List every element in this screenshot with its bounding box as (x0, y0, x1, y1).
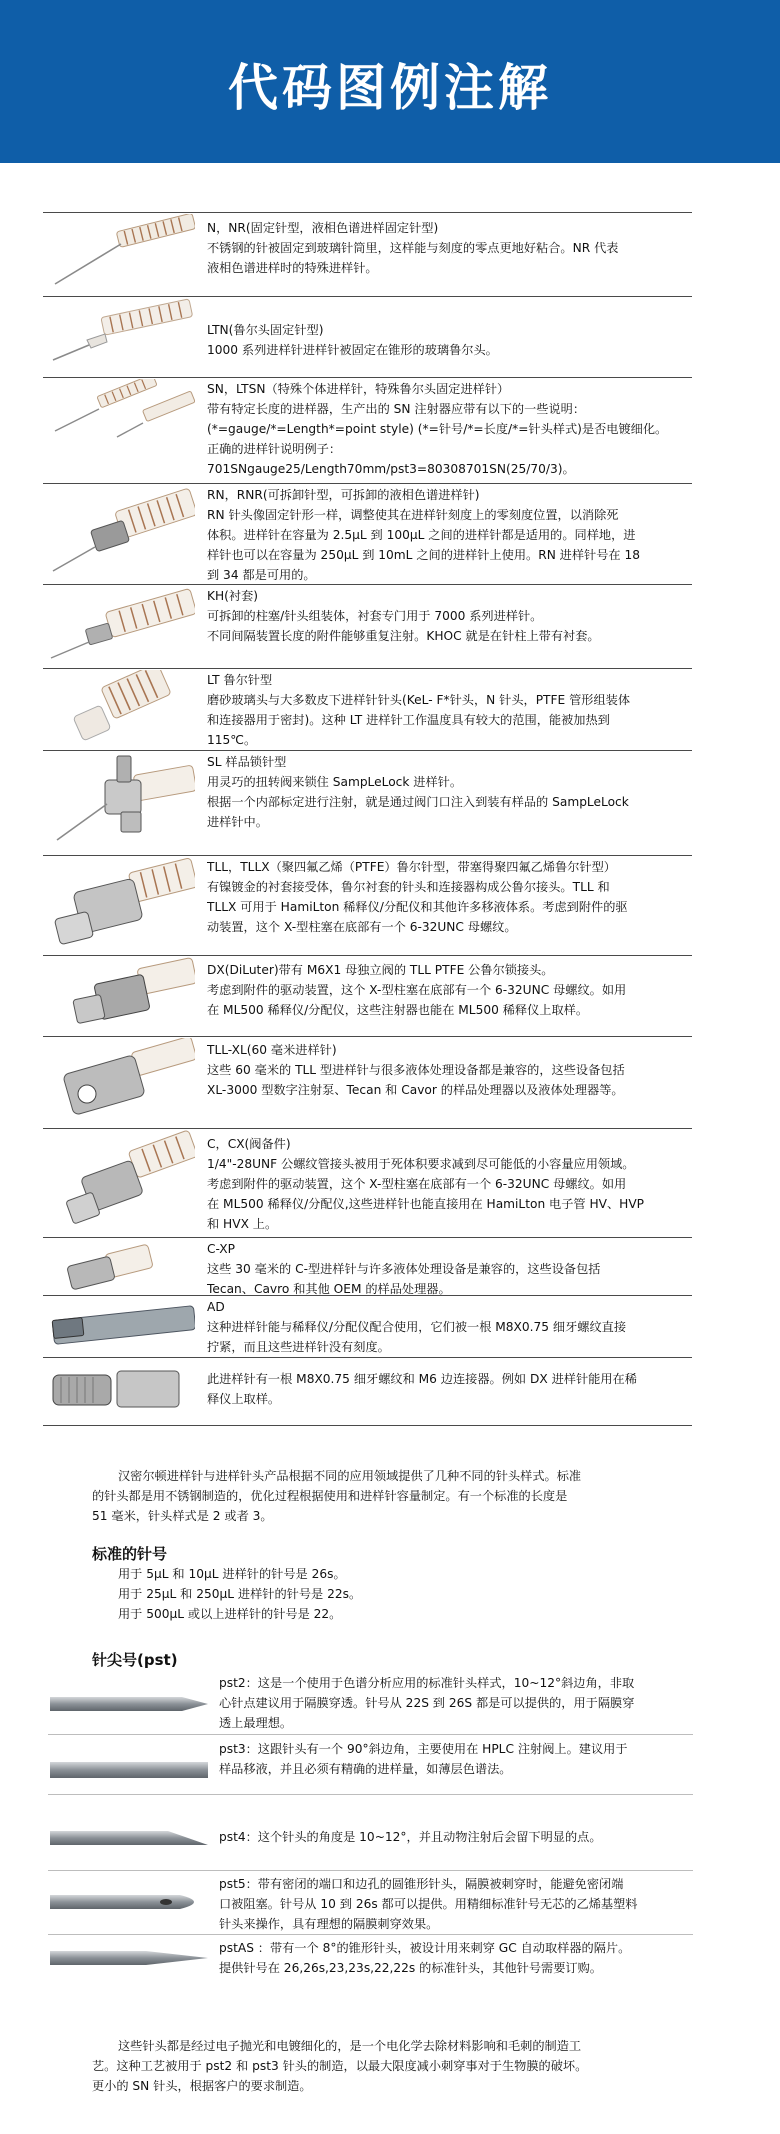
row-line: 可拆卸的柱塞/针头组装体，衬套专门用于 7000 系列进样针。 (207, 609, 543, 623)
closing-paragraph (92, 2036, 702, 2096)
row-line: 体积。进样针在容量为 2.5μL 到 100μL 之间的进样针都是适用的。同样地，进 (207, 528, 636, 542)
row-tll-xl (207, 1040, 692, 1100)
closing-line: 这些针头都是经过电子抛光和电镀细化的，是一个电化学去除材料影响和毛刺的制造工 (118, 2039, 582, 2053)
row-sl (207, 752, 692, 832)
row-divider (43, 955, 692, 956)
row-line: 拧紧，而且这些进样针没有刻度。 (207, 1340, 390, 1354)
tip-line: pst2：这是一个使用于色谱分析应用的标准针头样式，10~12°斜边角，非取 (219, 1676, 635, 1690)
row-line: (*=gauge/*=Length*=point style) (*=针号/*=长度/*=针头样式)是否电镀细化。 (207, 422, 668, 436)
tip-divider (48, 1934, 693, 1935)
row-line: AD (207, 1300, 225, 1314)
row-n (207, 218, 692, 278)
intro-line: 汉密尔顿进样针与进样针头产品根据不同的应用领域提供了几种不同的针头样式。标准 (118, 1469, 582, 1483)
row-line: 磨砂玻璃头与大多数皮下进样针针头(KeL- F*针头，N 针头，PTFE 管形组装体 (207, 693, 631, 707)
row-lt (207, 670, 692, 750)
needle-pstas-image (50, 1936, 208, 1980)
tip-pst5 (219, 1874, 695, 1934)
syringe-n-image (47, 214, 195, 294)
row-line: KH(衬套) (207, 589, 259, 603)
needle-pst3-image (50, 1748, 208, 1792)
syringe-dx-image (47, 957, 195, 1034)
row-line: N，NR(固定针型，液相色谱进样固定针型) (207, 221, 439, 235)
row-ltn (207, 320, 692, 360)
syringe-rn-image (47, 485, 195, 582)
row-rn (207, 485, 692, 585)
row-dx (207, 960, 692, 1020)
row-line: RN 针头像固定针形一样，调整使其在进样针刻度上的零刻度位置，以消除死 (207, 508, 619, 522)
needle-pst4-image (50, 1816, 208, 1860)
syringe-sn-image (47, 379, 195, 481)
row-divider (43, 377, 692, 378)
row-ad (207, 1297, 692, 1357)
syringe-c-xp-image (47, 1239, 195, 1293)
tip-pstas (219, 1938, 695, 1978)
gauge-list (118, 1564, 618, 1624)
syringe-ad-image (47, 1297, 195, 1355)
gauge-line: 用于 500μL 或以上进样针的针号是 22。 (118, 1607, 342, 1621)
tip-divider (48, 1734, 693, 1735)
tip-pst4 (219, 1827, 695, 1847)
row-line: 和 HVX 上。 (207, 1217, 278, 1231)
row-line: 这些 60 毫米的 TLL 型进样针与很多液体处理设备都是兼容的，这些设备包括 (207, 1063, 625, 1077)
intro-paragraph (92, 1466, 692, 1526)
tip-divider (48, 1870, 693, 1871)
tip-line: 提供针号在 26,26s,23,23s,22,22s 的标准针头，其他针号需要订购。 (219, 1961, 602, 1975)
row-line: 701SNgauge25/Length70mm/pst3=80308701SN(25/70/3)。 (207, 462, 575, 476)
syringe-m8-image (47, 1359, 195, 1423)
gauge-line: 用于 5μL 和 10μL 进样针的针号是 26s。 (118, 1567, 346, 1581)
row-c-xp (207, 1239, 692, 1299)
row-m8 (207, 1369, 692, 1409)
row-line: 用灵巧的扭转阀来锁住 SampLeLock 进样针。 (207, 775, 463, 789)
syringe-sl-image (47, 752, 195, 853)
page-title: 代码图例注解 (228, 59, 552, 117)
syringe-lt-image (47, 670, 195, 748)
row-line: 1/4"-28UNF 公螺纹管接头被用于死体积要求减到尽可能低的小容量应用领域。 (207, 1157, 635, 1171)
row-line: 到 34 都是可用的。 (207, 568, 316, 582)
row-line: XL-3000 型数字注射泵、Tecan 和 Cavor 的样品处理器以及液体处理器等。 (207, 1083, 624, 1097)
row-line: 此进样针有一根 M8X0.75 细牙螺纹和 M6 边连接器。例如 DX 进样针能用在稀 (207, 1372, 637, 1386)
tip-line: pstAS ：带有一个 8°的锥形针头，被设计用来刺穿 GC 自动取样器的隔片。 (219, 1941, 631, 1955)
row-line: 考虑到附件的驱动装置，这个 X-型柱塞在底部有一个 6-32UNC 母螺纹。如用 (207, 983, 627, 997)
header-banner (0, 0, 780, 163)
row-divider (43, 296, 692, 297)
row-line: 进样针中。 (207, 815, 268, 829)
row-line: 根据一个内部标定进行注射，就是通过阀门口注入到装有样品的 SampLeLock (207, 795, 629, 809)
row-line: 在 ML500 稀释仪/分配仪，这些注射器也能在 ML500 稀释仪上取样。 (207, 1003, 589, 1017)
tip-line: pst3：这跟针头有一个 90°斜边角，主要使用在 HPLC 注射阀上。建议用于 (219, 1742, 628, 1756)
tip-divider (48, 1794, 693, 1795)
tip-pst2 (219, 1673, 695, 1733)
row-tll (207, 857, 692, 937)
row-line: RN，RNR(可拆卸针型，可拆卸的液相色谱进样针) (207, 488, 480, 502)
syringe-c-image (47, 1130, 195, 1235)
syringe-tll-xl-image (47, 1038, 195, 1126)
tip-line: pst5：带有密闭的端口和边孔的圆锥形针头，隔膜被刺穿时，能避免密闭端 (219, 1877, 624, 1891)
row-line: TLLX 可用于 HamiLton 稀释仪/分配仪和其他许多移液体系。考虑到附件的驱 (207, 900, 628, 914)
row-kh (207, 586, 692, 646)
row-line: 1000 系列进样针进样针被固定在锥形的玻璃鲁尔头。 (207, 343, 498, 357)
closing-line: 更小的 SN 针头，根据客户的要求制造。 (92, 2079, 312, 2093)
row-line: TLL，TLLX（聚四氟乙烯（PTFE）鲁尔针型，带塞得聚四氟乙烯鲁尔针型） (207, 860, 616, 874)
row-line: Tecan、Cavro 和其他 OEM 的样品处理器。 (207, 1282, 451, 1296)
row-line: 和连接器用于密封)。这种 LT 进样针工作温度具有较大的范围，能被加热到 (207, 713, 610, 727)
row-line: 释仪上取样。 (207, 1392, 281, 1406)
row-line: 样针也可以在容量为 250μL 到 10mL 之间的进样针上使用。RN 进样针号在 18 (207, 548, 641, 562)
gauge-heading: 标准的针号 (92, 1545, 168, 1563)
syringe-kh-image (47, 586, 195, 666)
row-divider (43, 483, 692, 484)
row-line: TLL-XL(60 毫米进样针) (207, 1043, 337, 1057)
tip-line: 透上最理想。 (219, 1716, 293, 1730)
row-line: 这种进样针能与稀释仪/分配仪配合使用，它们被一根 M8X0.75 细牙螺纹直接 (207, 1320, 627, 1334)
row-line: 有镍镀金的衬套接受体，鲁尔衬套的针头和连接器构成公鲁尔接头。TLL 和 (207, 880, 610, 894)
row-line: 在 ML500 稀释仪/分配仪,这些进样针也能直接用在 HamiLton 电子管 HV、HVP (207, 1197, 645, 1211)
row-line: 这些 30 毫米的 C-型进样针与许多液体处理设备是兼容的，这些设备包括 (207, 1262, 601, 1276)
intro-line: 的针头都是用不锈钢制造的，优化过程根据使用和进样针容量制定。有一个标准的长度是 (92, 1489, 568, 1503)
row-line: 带有特定长度的进样器，生产出的 SN 注射器应带有以下的一些说明： (207, 402, 586, 416)
row-line: 正确的进样针说明例子： (207, 442, 342, 456)
syringe-tll-image (47, 857, 195, 953)
needle-pst5-image (50, 1880, 208, 1924)
needle-pst2-image (50, 1682, 208, 1726)
row-line: 液相色谱进样时的特殊进样针。 (207, 261, 378, 275)
syringe-ltn-image (47, 298, 195, 375)
row-divider (43, 855, 692, 856)
row-line: LT 鲁尔针型 (207, 673, 273, 687)
row-line: SL 样品锁针型 (207, 755, 287, 769)
row-line: C，CX(阀备件) (207, 1137, 291, 1151)
row-divider (43, 1128, 692, 1129)
row-line: 不锈钢的针被固定到玻璃针筒里，这样能与刻度的零点更地好粘合。NR 代表 (207, 241, 619, 255)
tip-line: 样品移液，并且必须有精确的进样量，如薄层色谱法。 (219, 1762, 512, 1776)
row-divider (43, 1425, 692, 1426)
row-line: 动装置，这个 X-型柱塞在底部有一个 6-32UNC 母螺纹。 (207, 920, 517, 934)
tip-heading: 针尖号(pst) (92, 1651, 178, 1669)
row-line: 考虑到附件的驱动装置，这个 X-型柱塞在底部有一个 6-32UNC 母螺纹。如用 (207, 1177, 627, 1191)
tip-line: 心针点建议用于隔膜穿透。针号从 22S 到 26S 都是可以提供的，用于隔膜穿 (219, 1696, 635, 1710)
row-line: 不同间隔装置长度的附件能够重复注射。KHOC 就是在针柱上带有衬套。 (207, 629, 600, 643)
intro-line: 51 毫米，针头样式是 2 或者 3。 (92, 1509, 273, 1523)
row-sn (207, 379, 692, 479)
tip-pst3 (219, 1739, 695, 1779)
row-line: DX(DiLuter)带有 M6X1 母独立阀的 TLL PTFE 公鲁尔锁接头。 (207, 963, 554, 977)
tip-line: 针头来操作，具有理想的隔膜刺穿效果。 (219, 1917, 439, 1931)
row-line: C-XP (207, 1242, 235, 1256)
row-divider (43, 1036, 692, 1037)
row-line: 115℃。 (207, 733, 257, 747)
tip-line: 口被阻塞。针号从 10 到 26s 都可以提供。用精细标准针号无芯的乙烯基塑料 (219, 1897, 638, 1911)
row-divider (43, 668, 692, 669)
row-c (207, 1134, 692, 1234)
row-divider (43, 1237, 692, 1238)
gauge-line: 用于 25μL 和 250μL 进样针的针号是 22s。 (118, 1587, 362, 1601)
row-divider (43, 212, 692, 213)
tip-line: pst4：这个针头的角度是 10~12°，并且动物注射后会留下明显的点。 (219, 1830, 602, 1844)
row-divider (43, 1357, 692, 1358)
closing-line: 艺。这种工艺被用于 pst2 和 pst3 针头的制造，以最大限度减小刺穿事对于生物膜的破坏。 (92, 2059, 588, 2073)
row-line: SN，LTSN（特殊个体进样针，特殊鲁尔头固定进样针） (207, 382, 510, 396)
row-line: LTN(鲁尔头固定针型) (207, 323, 324, 337)
row-divider (43, 750, 692, 751)
